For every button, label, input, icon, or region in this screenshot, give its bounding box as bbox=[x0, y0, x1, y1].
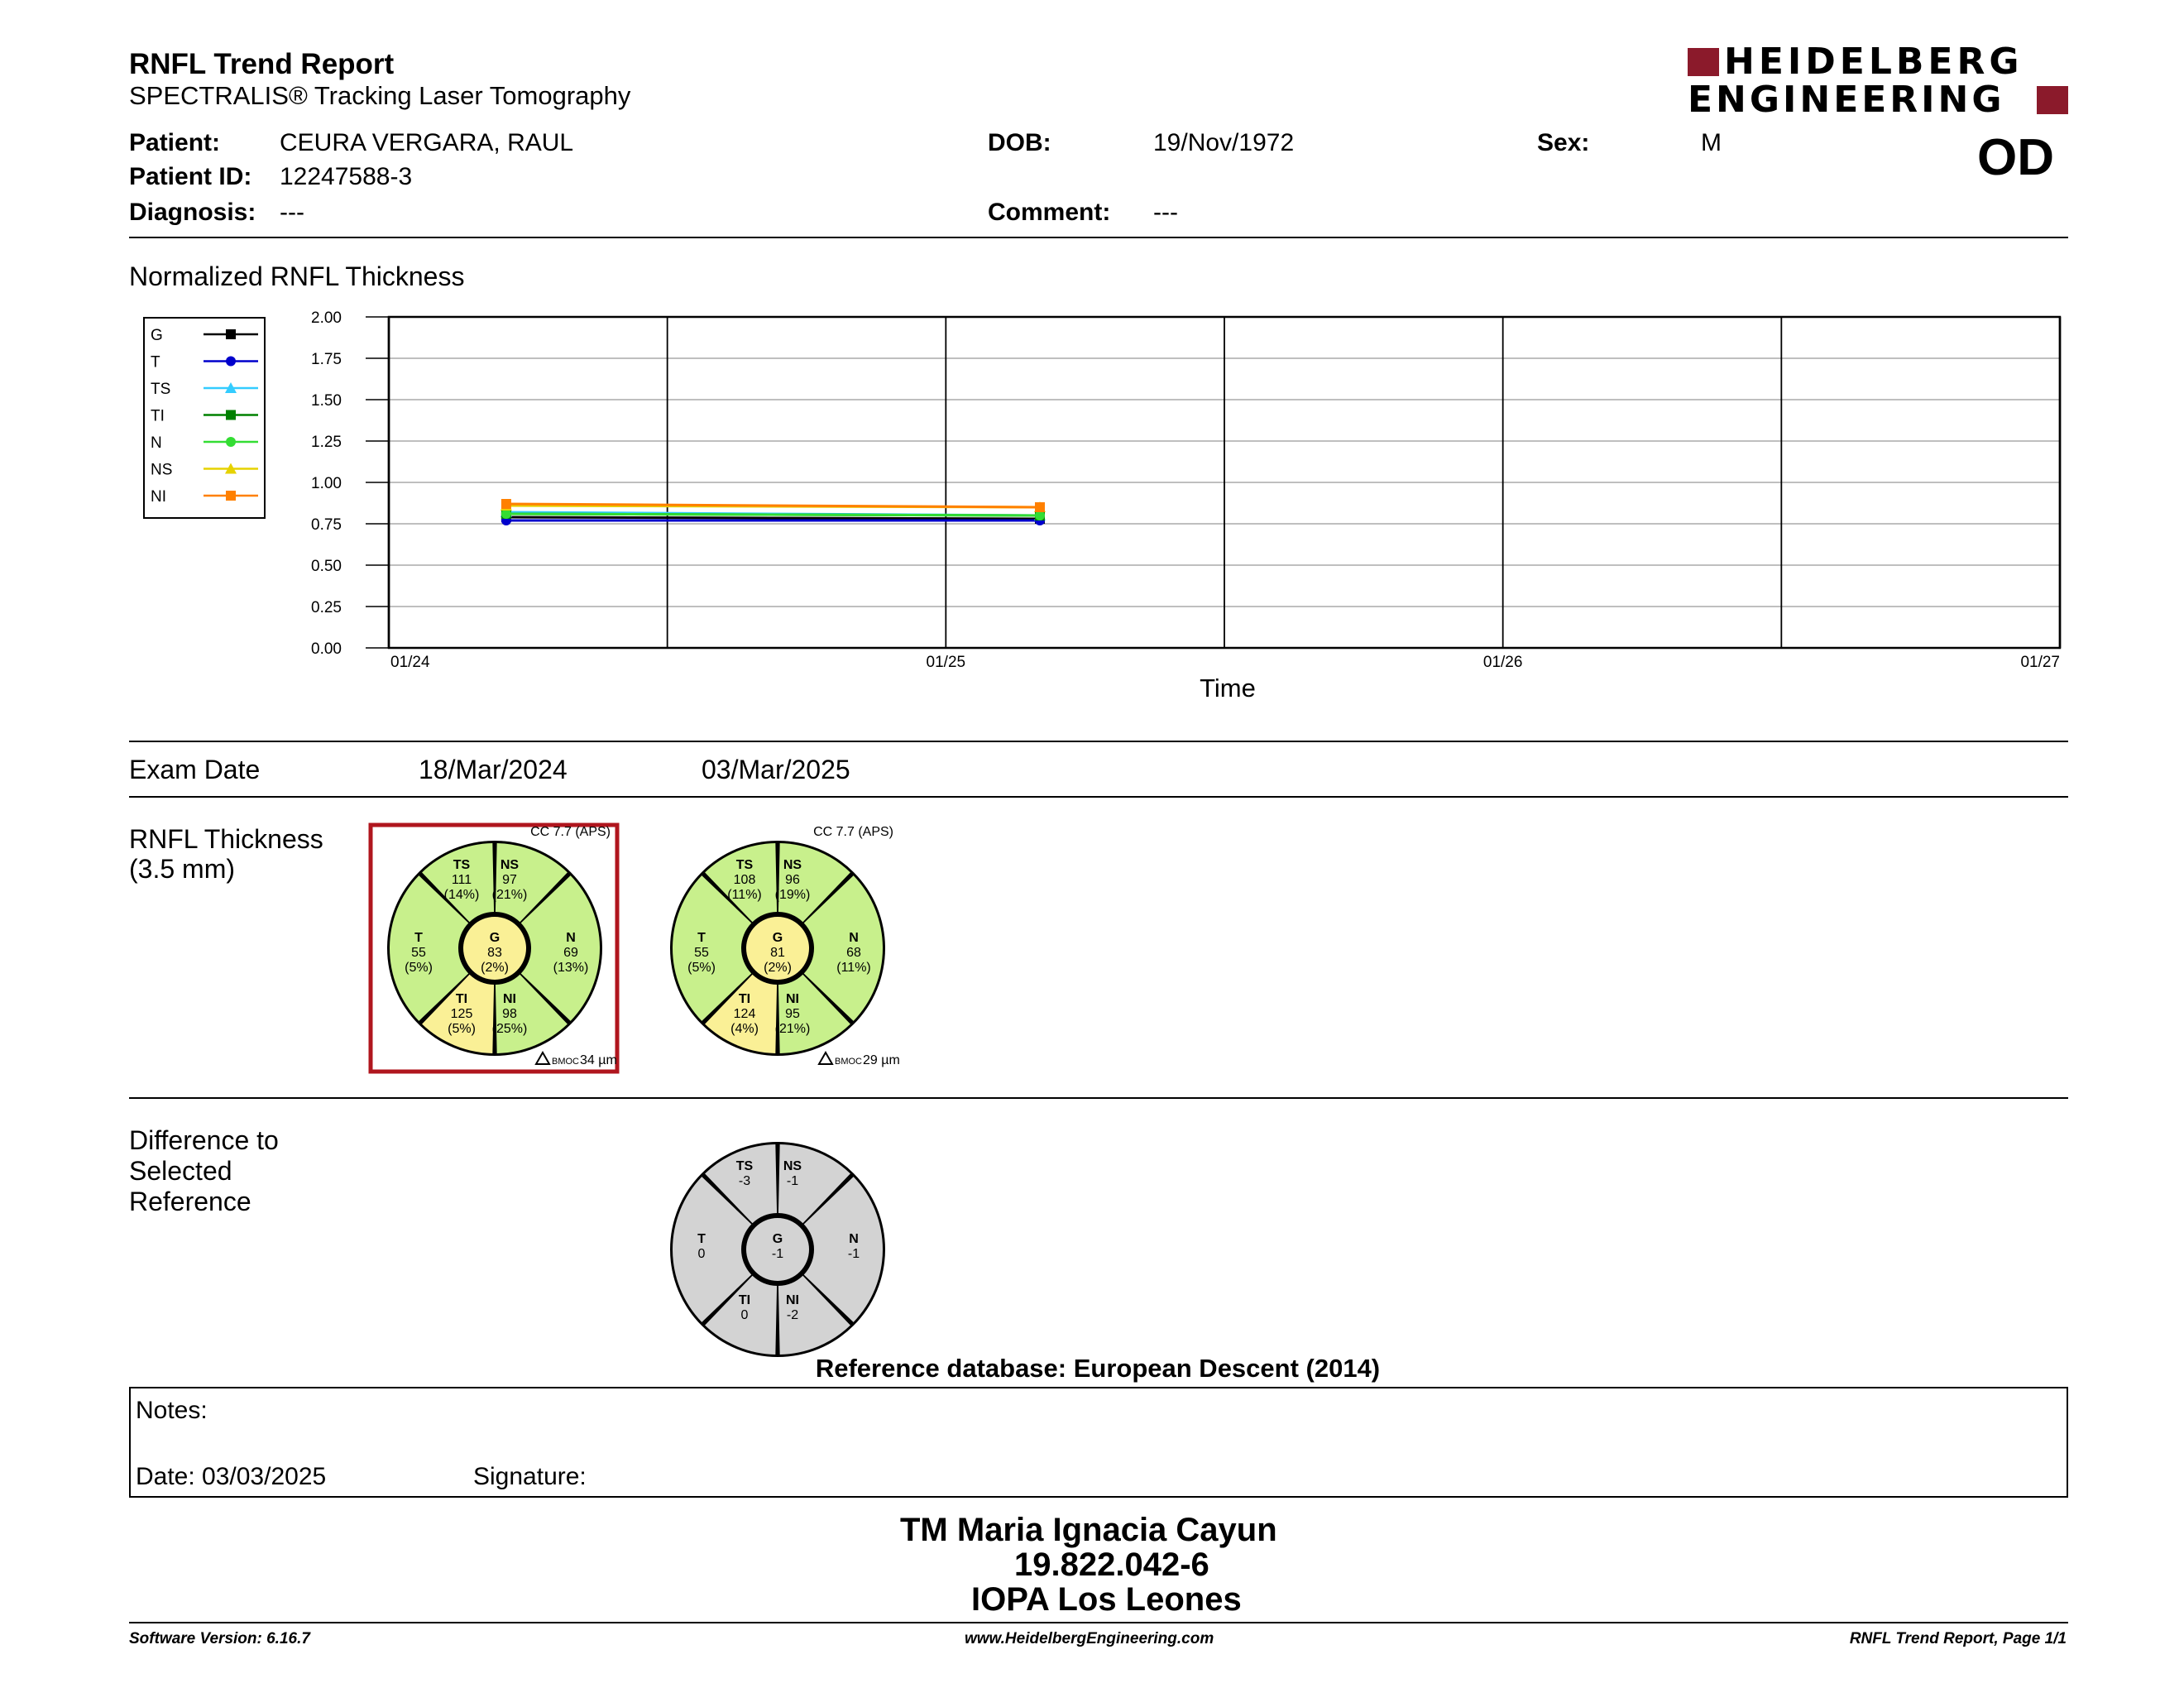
x-tick-label: 01/24 bbox=[390, 654, 430, 671]
sector-name-g: G bbox=[772, 931, 783, 945]
y-tick-label: 0.50 bbox=[311, 558, 342, 575]
legend-marker-n bbox=[226, 437, 236, 447]
legend-label-n: N bbox=[151, 434, 162, 452]
sector-name-g: G bbox=[489, 931, 500, 945]
legend-label-ts: TS bbox=[151, 381, 171, 398]
sector-pct-ns: (21%) bbox=[491, 888, 528, 902]
logo-text-line1: HEIDELBERG bbox=[1724, 41, 2024, 83]
divider bbox=[129, 741, 2068, 742]
y-tick-label: 0.00 bbox=[311, 640, 342, 658]
triangle-icon bbox=[819, 1053, 832, 1064]
data-point-ni bbox=[1035, 502, 1045, 512]
x-tick-label: 01/27 bbox=[2020, 654, 2060, 671]
sector-value-n: 68 bbox=[846, 946, 861, 960]
sector-name-t: T bbox=[697, 931, 706, 945]
difference-label-3: Reference bbox=[129, 1187, 251, 1216]
x-tick-label: 01/26 bbox=[1482, 654, 1523, 671]
sector-value-t: 55 bbox=[411, 946, 426, 960]
sector-name-ti: TI bbox=[738, 1293, 751, 1307]
chart-legend bbox=[144, 318, 265, 518]
x-tick-label: 01/25 bbox=[926, 654, 966, 671]
signer-id: 19.822.042-6 bbox=[1014, 1547, 1209, 1583]
sector-value-ns: 96 bbox=[785, 873, 800, 887]
sector-value-g: 83 bbox=[487, 946, 502, 960]
difference-label-1: Difference to bbox=[129, 1125, 279, 1155]
y-tick-label: 1.00 bbox=[311, 475, 342, 492]
dob-value: 19/Nov/1972 bbox=[1153, 129, 1295, 156]
sector-value-ns: 97 bbox=[502, 873, 517, 887]
sector-name-ts: TS bbox=[735, 1159, 754, 1173]
rnfl-pie-diff[interactable] bbox=[670, 1142, 885, 1357]
notes-box[interactable] bbox=[129, 1387, 2068, 1498]
reference-database: Reference database: European Descent (2014) bbox=[815, 1354, 1381, 1383]
sex-label: Sex: bbox=[1537, 129, 1590, 156]
sector-value-g: 81 bbox=[770, 946, 785, 960]
sector-pct-n: (13%) bbox=[553, 961, 589, 975]
y-tick-label: 1.25 bbox=[311, 434, 342, 451]
chart-xlabel: Time bbox=[1200, 674, 1256, 703]
legend-label-ti: TI bbox=[151, 407, 165, 425]
legend-label-ni: NI bbox=[151, 488, 166, 506]
sector-name-n: N bbox=[849, 931, 859, 945]
sector-value-ts: 111 bbox=[451, 873, 472, 887]
sector-value-ns: -1 bbox=[786, 1174, 799, 1188]
rnfl-thickness-charts bbox=[0, 811, 2184, 1092]
sector-name-ni: NI bbox=[503, 992, 516, 1006]
sector-value-t: 0 bbox=[697, 1247, 706, 1261]
cc-label: CC 7.7 (APS) bbox=[530, 825, 611, 839]
series-line-n bbox=[506, 514, 1040, 516]
sector-value-ts: 108 bbox=[733, 873, 756, 887]
website-link[interactable]: www.HeidelbergEngineering.com bbox=[965, 1630, 1214, 1647]
bmoc-value: 34 µm bbox=[580, 1053, 617, 1067]
divider bbox=[129, 1097, 2068, 1099]
diagnosis-label: Diagnosis: bbox=[129, 199, 256, 226]
series-line-g bbox=[506, 517, 1040, 519]
trend-chart bbox=[0, 0, 2184, 728]
software-version: Software Version: 6.16.7 bbox=[129, 1630, 310, 1647]
sector-value-n: -1 bbox=[847, 1247, 860, 1261]
sector-value-t: 55 bbox=[694, 946, 709, 960]
sector-pct-t: (5%) bbox=[687, 961, 716, 975]
report-subtitle: SPECTRALIS® Tracking Laser Tomography bbox=[129, 81, 631, 110]
sector-value-ni: 98 bbox=[502, 1007, 517, 1021]
sector-name-ni: NI bbox=[786, 1293, 799, 1307]
legend-marker-ni bbox=[226, 491, 236, 501]
sector-value-g: -1 bbox=[771, 1247, 784, 1261]
report-title: RNFL Trend Report bbox=[129, 48, 395, 80]
patient-name: CEURA VERGARA, RAUL bbox=[280, 129, 574, 156]
sector-pct-t: (5%) bbox=[405, 961, 433, 975]
legend-marker-ti bbox=[226, 410, 236, 420]
y-tick-label: 1.75 bbox=[311, 351, 342, 368]
data-point-ni bbox=[501, 499, 511, 509]
sector-value-ts: -3 bbox=[738, 1174, 751, 1188]
sector-name-g: G bbox=[772, 1232, 783, 1246]
sector-name-ts: TS bbox=[453, 858, 471, 872]
diagnosis-value: --- bbox=[280, 199, 304, 226]
exam-date-1: 18/Mar/2024 bbox=[419, 755, 568, 784]
divider bbox=[129, 1622, 2068, 1623]
sector-name-n: N bbox=[566, 931, 576, 945]
legend-label-g: G bbox=[151, 327, 163, 344]
exam-date-label: Exam Date bbox=[129, 755, 261, 784]
legend-label-t: T bbox=[151, 353, 160, 372]
sector-name-ns: NS bbox=[783, 1159, 802, 1173]
sex-value: M bbox=[1701, 129, 1722, 156]
comment-label: Comment: bbox=[988, 199, 1111, 226]
rnfl-thickness-sublabel: (3.5 mm) bbox=[129, 854, 235, 884]
sector-pct-ni: (21%) bbox=[774, 1022, 811, 1036]
bmoc-value: 29 µm bbox=[863, 1053, 900, 1067]
sector-pct-g: (2%) bbox=[764, 961, 792, 975]
y-tick-label: 0.25 bbox=[311, 599, 342, 616]
bmoc-prefix: BMOC bbox=[835, 1057, 862, 1067]
sector-pct-ni: (25%) bbox=[491, 1022, 528, 1036]
notes-date: Date: 03/03/2025 bbox=[136, 1463, 327, 1490]
sector-name-ti: TI bbox=[455, 992, 468, 1006]
triangle-icon bbox=[536, 1053, 549, 1064]
y-tick-label: 2.00 bbox=[311, 309, 342, 327]
sector-value-ti: 0 bbox=[740, 1308, 749, 1322]
patient-id-label: Patient ID: bbox=[129, 163, 252, 190]
sector-name-n: N bbox=[849, 1232, 859, 1246]
sector-pct-g: (2%) bbox=[481, 961, 509, 975]
signer-name: TM Maria Ignacia Cayun bbox=[900, 1512, 1277, 1548]
eye-label: OD bbox=[1977, 129, 2054, 186]
sector-pct-ts: (14%) bbox=[443, 888, 480, 902]
notes-label: Notes: bbox=[136, 1397, 208, 1424]
chart-section-title: Normalized RNFL Thickness bbox=[129, 261, 465, 291]
signer-institution: IOPA Los Leones bbox=[971, 1581, 1242, 1618]
sector-name-ns: NS bbox=[783, 858, 802, 872]
patient-label: Patient: bbox=[129, 129, 221, 156]
sector-name-t: T bbox=[414, 931, 423, 945]
y-tick-label: 1.50 bbox=[311, 392, 342, 410]
sector-pct-ts: (11%) bbox=[727, 888, 762, 902]
sector-name-ns: NS bbox=[500, 858, 520, 872]
chart-ticks bbox=[311, 309, 2060, 671]
page-number: RNFL Trend Report, Page 1/1 bbox=[1849, 1630, 2067, 1647]
sector-pct-n: (11%) bbox=[836, 961, 871, 975]
cc-label: CC 7.7 (APS) bbox=[813, 825, 893, 839]
legend-label-ns: NS bbox=[151, 461, 173, 479]
sector-name-ti: TI bbox=[738, 992, 751, 1006]
rnfl-pie-1[interactable] bbox=[670, 841, 885, 1056]
sector-value-ni: 95 bbox=[785, 1007, 800, 1021]
chart-grid bbox=[366, 317, 2060, 648]
signature-label: Signature: bbox=[473, 1463, 587, 1490]
patient-id: 12247588-3 bbox=[280, 163, 413, 190]
rnfl-pie-0[interactable] bbox=[387, 841, 602, 1056]
sector-value-ti: 124 bbox=[733, 1007, 756, 1021]
sector-name-ts: TS bbox=[735, 858, 754, 872]
dob-label: DOB: bbox=[988, 129, 1051, 156]
sector-pct-ti: (5%) bbox=[448, 1022, 476, 1036]
sector-name-t: T bbox=[697, 1232, 706, 1246]
sector-name-ni: NI bbox=[786, 992, 799, 1006]
legend-marker-g bbox=[226, 329, 236, 339]
exam-date-2: 03/Mar/2025 bbox=[702, 755, 850, 784]
sector-value-ti: 125 bbox=[450, 1007, 473, 1021]
comment-value: --- bbox=[1153, 199, 1178, 226]
rnfl-thickness-label: RNFL Thickness bbox=[129, 824, 323, 854]
bmoc-prefix: BMOC bbox=[552, 1057, 579, 1067]
chart-series bbox=[500, 499, 1046, 525]
legend-marker-t bbox=[226, 357, 236, 367]
sector-pct-ti: (4%) bbox=[730, 1022, 759, 1036]
sector-value-n: 69 bbox=[563, 946, 578, 960]
difference-label-2: Selected bbox=[129, 1156, 232, 1186]
difference-chart bbox=[0, 1125, 2184, 1374]
logo-text-line2: ENGINEERING bbox=[1688, 79, 2005, 121]
sector-pct-ns: (19%) bbox=[774, 888, 811, 902]
y-tick-label: 0.75 bbox=[311, 516, 342, 534]
divider bbox=[129, 796, 2068, 798]
sector-value-ni: -2 bbox=[786, 1308, 799, 1322]
